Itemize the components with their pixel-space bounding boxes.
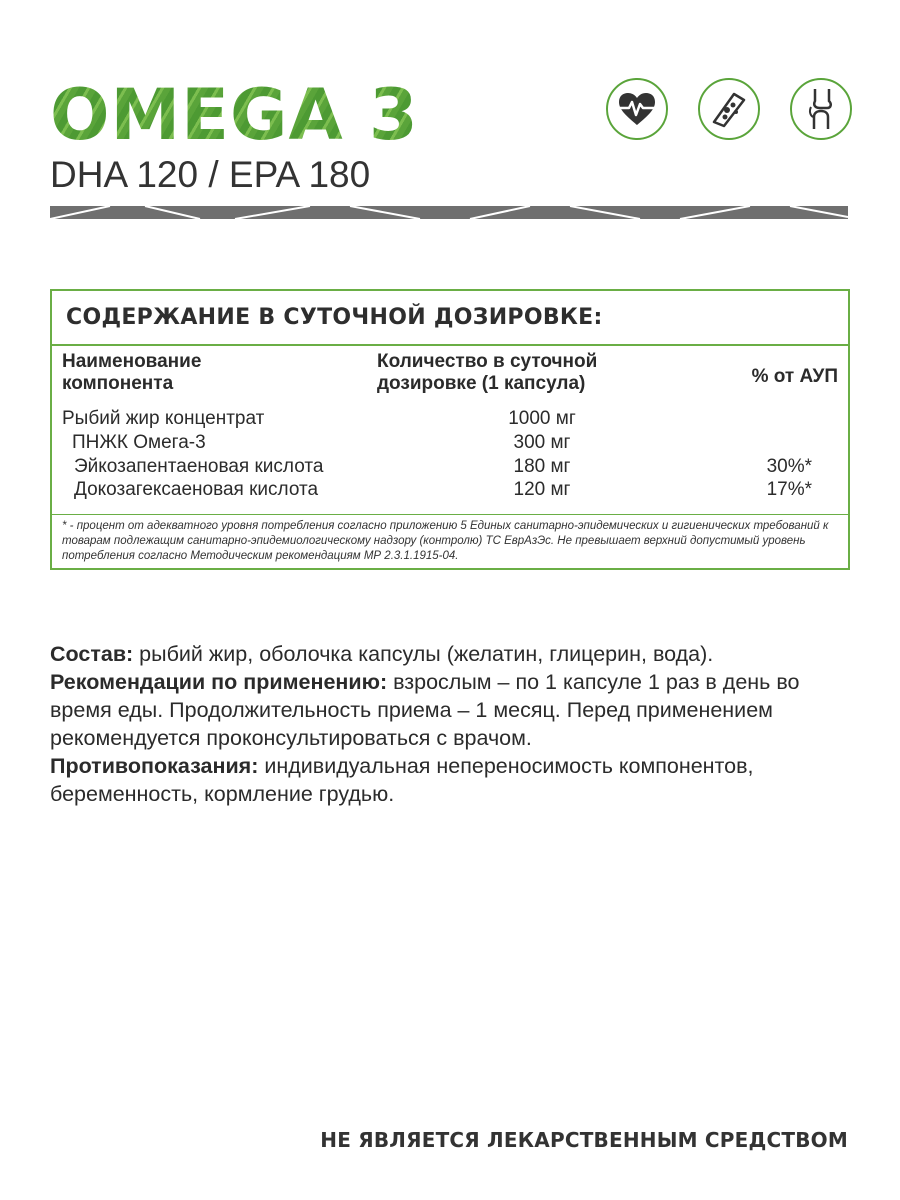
usage-paragraph	[50, 668, 850, 752]
contraindications-text: индивидуальная непереносимость компонентов, беременность, кормление грудью.	[50, 754, 754, 806]
benefit-icons	[606, 78, 852, 144]
footnote-divider	[52, 514, 848, 515]
column-header-percent: % от АУП	[751, 366, 838, 387]
product-title: OMEGA 3	[50, 74, 419, 156]
table-heading: СОДЕРЖАНИЕ В СУТОЧНОЙ ДОЗИРОВКЕ:	[66, 305, 603, 330]
row-quantity: 1000 мг	[508, 408, 576, 429]
row-name: Эйкозапентаеновая кислота	[74, 456, 324, 477]
row-name: Докозагексаеновая кислота	[74, 479, 319, 500]
usage-label: Рекомендации по применению:	[50, 670, 388, 694]
column-header-name: Наименование компонента	[62, 351, 202, 394]
row-percent: 30%*	[766, 456, 812, 477]
composition-text: рыбий жир, оболочка капсулы (желатин, глицерин, вода).	[133, 642, 714, 666]
usage-text: взрослым – по 1 капсуле 1 раз в день во время еды. Продолжительность приема – 1 месяц. Перед применением рекомендуется проконсультироваться с врачом.	[50, 670, 800, 750]
dosage-table	[50, 289, 850, 570]
heart-pulse-icon	[606, 78, 668, 140]
row-name: ПНЖК Омега-3	[72, 432, 206, 453]
composition-paragraph	[50, 640, 850, 668]
contraindications-paragraph	[50, 752, 850, 808]
row-quantity: 180 мг	[513, 456, 571, 477]
table-divider	[52, 344, 848, 346]
row-quantity: 120 мг	[513, 479, 571, 500]
decorative-stripe	[50, 206, 848, 219]
row-name: Рыбий жир концентрат	[62, 408, 265, 429]
row-percent: 17%*	[766, 479, 812, 500]
contraindications-label: Противопоказания:	[50, 754, 259, 778]
footnote: * - процент от адекватного уровня потребления согласно приложению 5 Единых санитарно-эпидемических и гигиенических требований к товарам подлежащим санитарно-эпидемиологическому надзору (контролю) ТС ЕврАзЭс. Не превышает верхний допустимый уровень потребления согласно Методическим рекомендациям МР 2.3.1.1915-04.	[62, 520, 829, 562]
joint-icon	[790, 78, 852, 140]
blood-vessel-icon	[698, 78, 760, 140]
disclaimer: НЕ ЯВЛЯЕТСЯ ЛЕКАРСТВЕННЫМ СРЕДСТВОМ	[320, 1128, 848, 1152]
product-subtitle: DHA 120 / EPA 180	[50, 154, 371, 195]
row-quantity: 300 мг	[513, 432, 571, 453]
composition-label: Состав:	[50, 642, 134, 666]
product-info	[50, 640, 850, 808]
column-header-quantity: Количество в суточной дозировке (1 капсула)	[377, 351, 598, 394]
